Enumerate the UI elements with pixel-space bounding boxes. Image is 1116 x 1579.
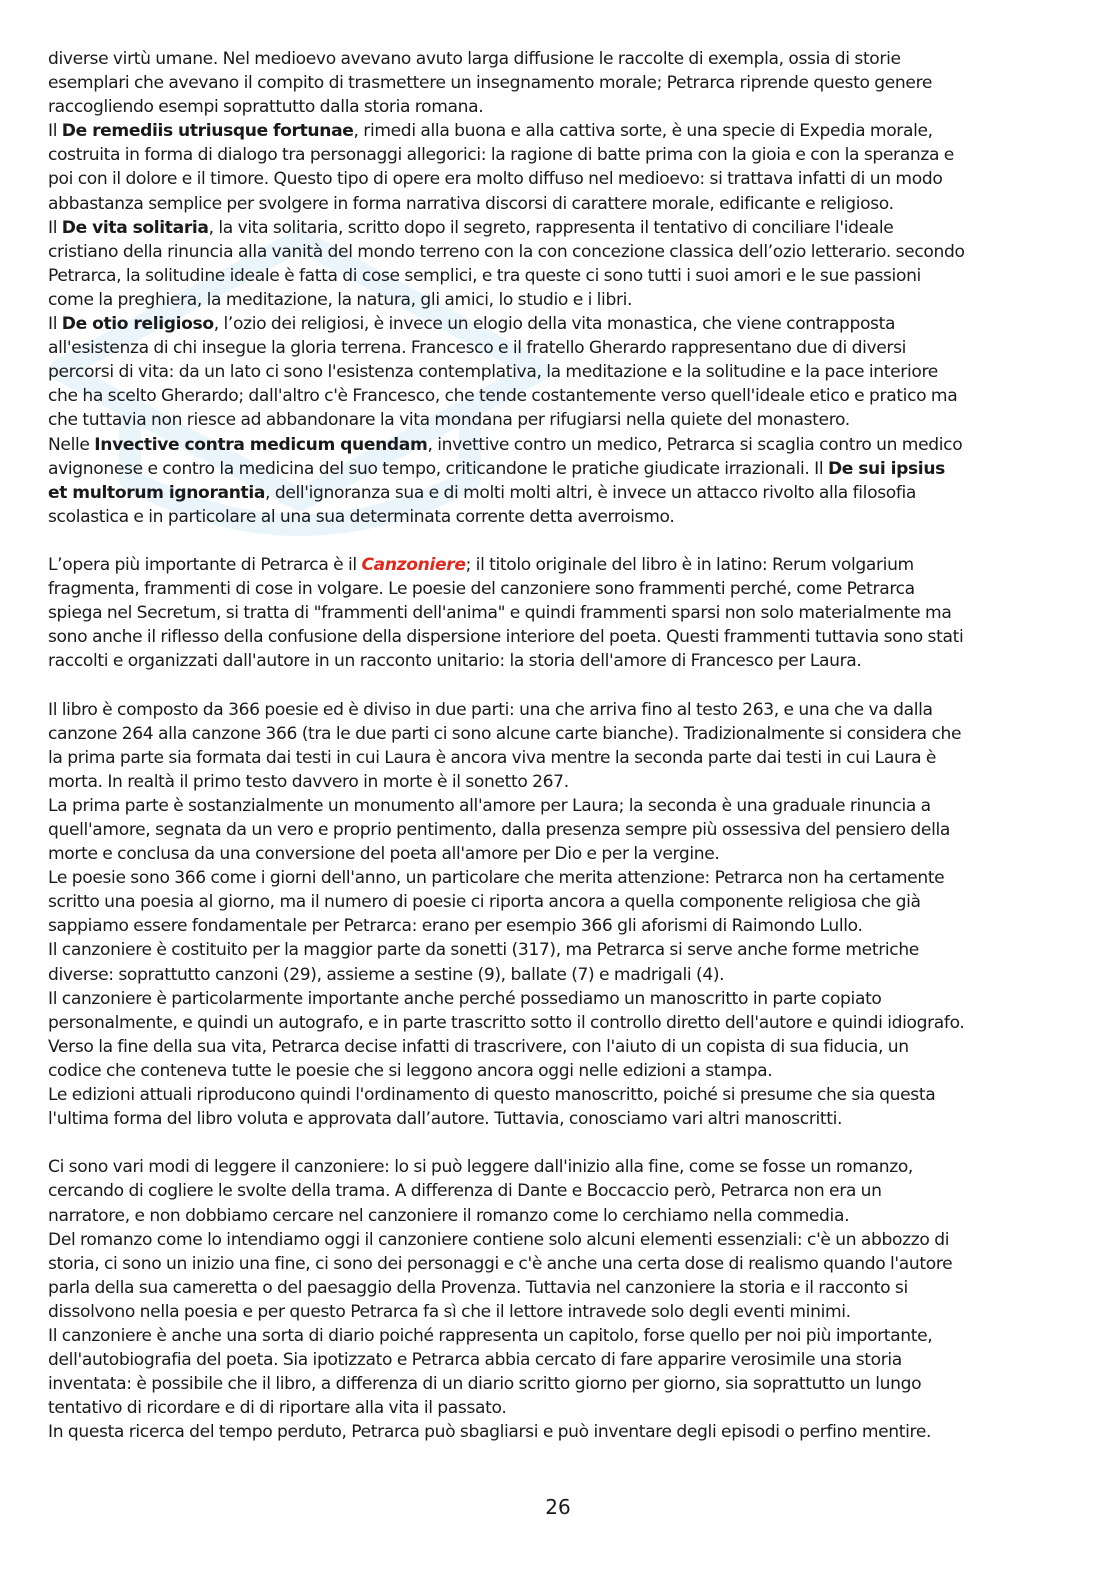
text-line: sappiamo essere fondamentale per Petrarca: erano per esempio 366 gli aforismi di Raimondo Lullo.: [48, 916, 863, 937]
text-line: costruita in forma di dialogo tra personaggi allegorici: la ragione di batte prima con la gioia e con la speranza e: [48, 145, 954, 166]
text-line: scritto una poesia al giorno, ma il numero di poesie ci riporta ancora a quella componente religiosa che già: [48, 892, 921, 913]
text-line: all'esistenza di chi insegue la gloria terrena. Francesco e il fratello Gherardo rappresentano due di diversi: [48, 338, 907, 359]
text-line: Il canzoniere è particolarmente importante anche perché possediamo un manoscritto in parte copiato: [48, 988, 882, 1009]
text-line: Le poesie sono 366 come i giorni dell'anno, un particolare che merita attenzione: Petrarca non ha certamente: [48, 868, 945, 889]
paragraph-gap: [48, 529, 1072, 553]
text-line: poi con il dolore e il timore. Questo tipo di opere era molto diffuso nel medioevo: si trattava infatti di un modo: [48, 169, 943, 190]
paragraph-gap: [48, 673, 1072, 697]
text-line: cercando di cogliere le svolte della trama. A differenza di Dante e Boccaccio però, Petrarca non era un: [48, 1181, 882, 1202]
text-line: inventata: è possibile che il libro, a differenza di un diario scritto giorno per giorno, sia soprattutto un lungo: [48, 1374, 922, 1395]
text-line: quell'amore, segnata da un vero e proprio pentimento, dalla presenza sempre più ossessiva del pensiero della: [48, 820, 951, 840]
text-line: diverse: soprattutto canzoni (29), assieme a sestine (9), ballate (7) e madrigali (4).: [48, 964, 725, 985]
document-body: [48, 47, 1072, 1444]
title-invective: Invective contra medicum quendam: [94, 434, 428, 455]
text-line: Verso la fine della sua vita, Petrarca decise infatti di trascrivere, con l'aiuto di un copista di sua fiducia, un: [48, 1036, 909, 1057]
text-line: parla della sua cameretta o del paesaggio della Provenza. Tuttavia nel canzoniere la storia e il racconto si: [48, 1277, 908, 1298]
text-line: canzone 264 alla canzone 366 (tra le due parti ci sono alcune carte bianche). Tradizionalmente si considera che: [48, 723, 962, 744]
text-line: esemplari che avevano il compito di trasmettere un insegnamento morale; Petrarca riprende questo genere: [48, 73, 933, 94]
title-canzoniere: Canzoniere: [361, 554, 466, 575]
text-line: In questa ricerca del tempo perduto, Petrarca può sbagliarsi e può inventare degli episodi o perfino mentire.: [48, 1422, 932, 1443]
text-line: Petrarca, la solitudine ideale è fatta di cose semplici, e tra queste ci sono tutti i suoi amori e le sue passioni: [48, 265, 921, 286]
title-de-remediis: De remediis utriusque fortunae: [61, 121, 354, 142]
text-line: raccolti e organizzati dall'autore in un racconto unitario: la storia dell'amore di Francesco per Laura.: [48, 651, 862, 672]
text-line: storia, ci sono un inizio una fine, ci sono dei personaggi e c'è anche una certa dose di realismo quando l'autore: [48, 1253, 953, 1274]
text-line-otio: Il De otio religioso, l’ozio dei religiosi, è invece un elogio della vita monastica, che viene contrapposta: [48, 314, 896, 335]
text-line-solitaria: Il De vita solitaria, la vita solitaria, scritto dopo il segreto, rappresenta il tentativo di conciliare l'ideale: [48, 217, 894, 238]
text-line: morta. In realtà il primo testo davvero in morte è il sonetto 267.: [48, 771, 569, 792]
text-line: Ci sono vari modi di leggere il canzoniere: lo si può leggere dall'inizio alla fine, come se fosse un romanzo,: [48, 1157, 914, 1178]
text-line-remediis: Il De remediis utriusque fortunae, rimedi alla buona e alla cattiva sorte, è una specie di Expedia morale,: [48, 121, 933, 142]
text-line: Il libro è composto da 366 poesie ed è diviso in due parti: una che arriva fino al testo 263, e una che va dalla: [48, 699, 933, 720]
text-line: che tuttavia non riesce ad abbandonare la vita mondana per rifugiarsi nella quiete del monastero.: [48, 410, 850, 431]
text-line: spiega nel Secretum, si tratta di "frammenti dell'anima" e quindi frammenti sparsi non solo materialmente ma: [48, 603, 952, 624]
text-line: Il canzoniere è costituito per la maggior parte da sonetti (317), ma Petrarca si serve anche forme metriche: [48, 940, 919, 961]
text-line: fragmenta, frammenti di cose in volgare. Le poesie del canzoniere sono frammenti perché, come Petrarca: [48, 579, 915, 600]
text-line: scolastica e in particolare al una sua determinata corrente detta averroismo.: [48, 506, 675, 527]
text-line: sono anche il riflesso della confusione della dispersione interiore del poeta. Questi frammenti tuttavia sono stati: [48, 627, 964, 648]
text-line: et multorum ignorantia, dell'ignoranza sua e di molti molti altri, è invece un attacco rivolto alla filosofia: [48, 482, 917, 503]
text-line: tentativo di ricordare e di di riportare alla vita il passato.: [48, 1398, 507, 1419]
text-line-invective: Nelle Invective contra medicum quendam, invettive contro un medico, Petrarca si scaglia contro un medico: [48, 434, 963, 455]
text-line: La prima parte è sostanzialmente un monumento all'amore per Laura; la seconda è una graduale rinuncia a: [48, 795, 931, 816]
title-de-sui-ipsius: De sui ipsius: [827, 458, 945, 479]
title-de-otio-religioso: De otio religioso: [61, 314, 214, 335]
page-number: 26: [545, 1495, 571, 1519]
text-line: l'ultima forma del libro voluta e approvata dall’autore. Tuttavia, conosciamo vari altri manoscritti.: [48, 1109, 843, 1130]
text-line: morte e conclusa da una conversione del poeta all'amore per Dio e per la vergine.: [48, 844, 720, 865]
text-line: raccogliendo esempi soprattutto dalla storia romana.: [48, 97, 484, 118]
text-line: narratore, e non dobbiamo cercare nel canzoniere il romanzo come lo cerchiamo nella commedia.: [48, 1205, 850, 1226]
text-line: abbastanza semplice per svolgere in forma narrativa discorsi di carattere morale, edificante e religioso.: [48, 193, 894, 214]
text-line: avignonese e contro la medicina del suo tempo, criticandone le pratiche giudicate irrazionali. Il De sui ipsius: [48, 458, 945, 479]
text-line: dell'autobiografia del poeta. Sia ipotizzato e Petrarca abbia cercato di fare apparire verosimile una storia: [48, 1350, 902, 1371]
title-et-multorum: et multorum ignorantia: [48, 482, 266, 503]
text-line: cristiano della rinuncia alla vanità del mondo terreno con la con concezione classica dell’ozio letterario. secondo: [48, 241, 965, 262]
text-line-canzoniere: L’opera più importante di Petrarca è il Canzoniere; il titolo originale del libro è in latino: Rerum volgarium: [48, 554, 914, 575]
text-line: come la preghiera, la meditazione, la natura, gli amici, lo studio e i libri.: [48, 289, 633, 310]
text-line: percorsi di vita: da un lato ci sono l'esistenza contemplativa, la meditazione e la solitudine e la pace interiore: [48, 362, 938, 383]
text-line: Il canzoniere è anche una sorta di diario poiché rappresenta un capitolo, forse quello per noi più importante,: [48, 1325, 933, 1346]
text-line: Del romanzo come lo intendiamo oggi il canzoniere contiene solo alcuni elementi essenziali: c'è un abbozzo di: [48, 1229, 950, 1250]
paragraph-gap: [48, 1131, 1072, 1155]
text-line: diverse virtù umane. Nel medioevo avevano avuto larga diffusione le raccolte di exempla, ossia di storie: [48, 49, 901, 69]
title-de-vita-solitaria: De vita solitaria: [61, 217, 209, 238]
text-line: codice che conteneva tutte le poesie che si leggono ancora oggi nelle edizioni a stampa.: [48, 1060, 773, 1081]
text-line: personalmente, e quindi un autografo, e in parte trascritto sotto il controllo diretto dell'autore e quindi idiografo.: [48, 1012, 965, 1033]
text-line: la prima parte sia formata dai testi in cui Laura è ancora viva mentre la seconda parte dai testi in cui Laura è: [48, 747, 937, 768]
text-line: dissolvono nella poesia e per questo Petrarca fa sì che il lettore intravede solo degli eventi minimi.: [48, 1301, 851, 1322]
text-line: Le edizioni attuali riproducono quindi l'ordinamento di questo manoscritto, poiché si presume che sia questa: [48, 1085, 936, 1106]
text-line: che ha scelto Gherardo; dall'altro c'è Francesco, che tende costantemente verso quell'ideale etico e pratico ma: [48, 386, 958, 407]
